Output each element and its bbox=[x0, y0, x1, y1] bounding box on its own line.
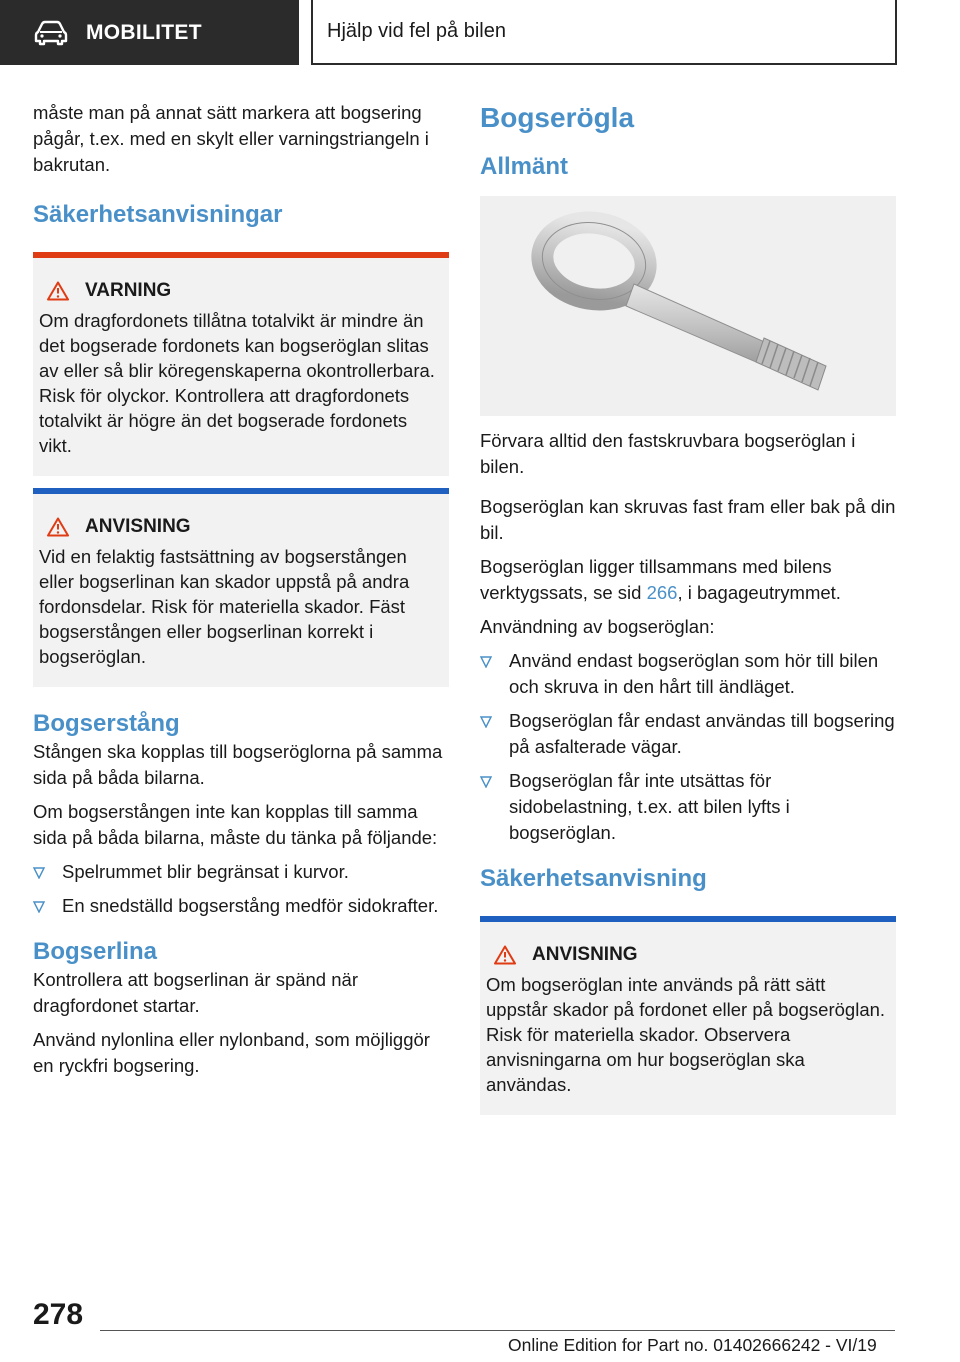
warning-triangle-icon bbox=[47, 281, 69, 301]
notice-text-right: Om bogseröglan inte används på rätt sätt uppstår skador på fordonet eller på bogseröglan. Risk för materiella skador. Observera anvisningarna om hur bogseröglan ska användas. bbox=[486, 974, 886, 1095]
left-column bbox=[33, 100, 449, 1079]
notice-title-right bbox=[494, 944, 888, 966]
general-heading: Allmänt bbox=[480, 153, 569, 180]
chapter-tab bbox=[311, 0, 897, 65]
notice-label: ANVISNING bbox=[85, 516, 191, 537]
usage-list bbox=[480, 648, 896, 846]
usage-paragraph: Användning av bogseröglan: bbox=[480, 616, 715, 637]
warning-label: VARNING bbox=[85, 280, 172, 301]
list-item: En snedställd bogserstång medför sidokrafter. bbox=[33, 893, 449, 919]
warning-title bbox=[47, 280, 441, 302]
chapter-title: Hjälp vid fel på bilen bbox=[327, 20, 506, 42]
right-column bbox=[480, 100, 896, 1115]
list-item: Bogseröglan får inte utsättas för sidobelastning, t.ex. att bilen lyfts i bogseröglan. bbox=[480, 768, 896, 846]
rod-paragraph-1: Stången ska kopplas till bogseröglorna på samma sida på båda bilarna. bbox=[33, 741, 443, 788]
section-tab bbox=[0, 0, 299, 65]
intro-paragraph: måste man på annat sätt markera att bogsering pågår, t.ex. med en skylt eller varningstriangeln i bakrutan. bbox=[33, 102, 429, 175]
page-link[interactable]: 266 bbox=[646, 582, 678, 603]
notice-box-right bbox=[480, 916, 896, 1115]
triangle-bullet-icon bbox=[33, 901, 45, 913]
triangle-bullet-icon bbox=[480, 716, 492, 728]
tow-eye-image bbox=[508, 206, 868, 406]
mount-paragraph: Bogseröglan kan skruvas fast fram eller bak på din bil. bbox=[480, 496, 896, 543]
rod-list bbox=[33, 859, 449, 919]
rod-paragraph-2: Om bogserstången inte kan kopplas till samma sida på båda bilarna, måste du tänka på följande: bbox=[33, 801, 438, 848]
notice-title bbox=[47, 516, 441, 538]
triangle-bullet-icon bbox=[33, 867, 45, 879]
rope-paragraph-1: Kontrollera att bogserlinan är spänd när dragfordonet startar. bbox=[33, 969, 358, 1016]
warning-box bbox=[33, 252, 449, 476]
rope-heading: Bogserlina bbox=[33, 938, 158, 965]
tow-eye-heading: Bogserögla bbox=[480, 102, 635, 133]
safety-instruction-heading: Säkerhetsanvisning bbox=[480, 865, 707, 892]
car-icon bbox=[34, 20, 68, 46]
rope-paragraph-2: Använd nylonlina eller nylonband, som möjliggör en ryckfri bogsering. bbox=[33, 1029, 430, 1076]
warning-text: Om dragfordonets tillåtna totalvikt är mindre än det bogserade fordonets kan bogseröglan slitas av eller så blir köregenskaperna okontrollerbara. Risk för olyckor. Kontrollera att dragfordonets totalvikt är högre än det bogserade fordonets vikt. bbox=[39, 310, 435, 456]
edition-note: Online Edition for Part no. 01402666242 - VI/19 bbox=[508, 1335, 877, 1355]
location-paragraph: Bogseröglan ligger tillsammans med bilens verktygssats, se sid 266, i bagageutrymmet. bbox=[480, 556, 841, 603]
list-item: Använd endast bogseröglan som hör till bilen och skruva in den hårt till ändläget. bbox=[480, 648, 896, 700]
triangle-bullet-icon bbox=[480, 776, 492, 788]
list-item: Spelrummet blir begränsat i kurvor. bbox=[33, 859, 449, 885]
store-paragraph: Förvara alltid den fastskruvbara bogseröglan i bilen. bbox=[480, 430, 856, 477]
list-item: Bogseröglan får endast användas till bogsering på asfalterade vägar. bbox=[480, 708, 896, 760]
warning-triangle-icon bbox=[47, 517, 69, 537]
notice-label-right: ANVISNING bbox=[532, 944, 638, 965]
safety-heading: Säkerhetsanvisningar bbox=[33, 201, 283, 228]
notice-box bbox=[33, 488, 449, 687]
section-title: MOBILITET bbox=[86, 20, 202, 44]
page-number: 278 bbox=[33, 1298, 84, 1331]
triangle-bullet-icon bbox=[480, 656, 492, 668]
warning-triangle-icon bbox=[494, 945, 516, 965]
footer-divider bbox=[100, 1330, 895, 1331]
notice-text: Vid en felaktig fastsättning av bogserstången eller bogserlinan kan skador uppstå på andra fordonsdelar. Risk för materiella skador. Fäst bogserstången eller bogserlinan korrekt i bogseröglan. bbox=[39, 546, 410, 667]
tow-eye-illustration bbox=[480, 196, 896, 416]
rod-heading: Bogserstång bbox=[33, 710, 180, 737]
